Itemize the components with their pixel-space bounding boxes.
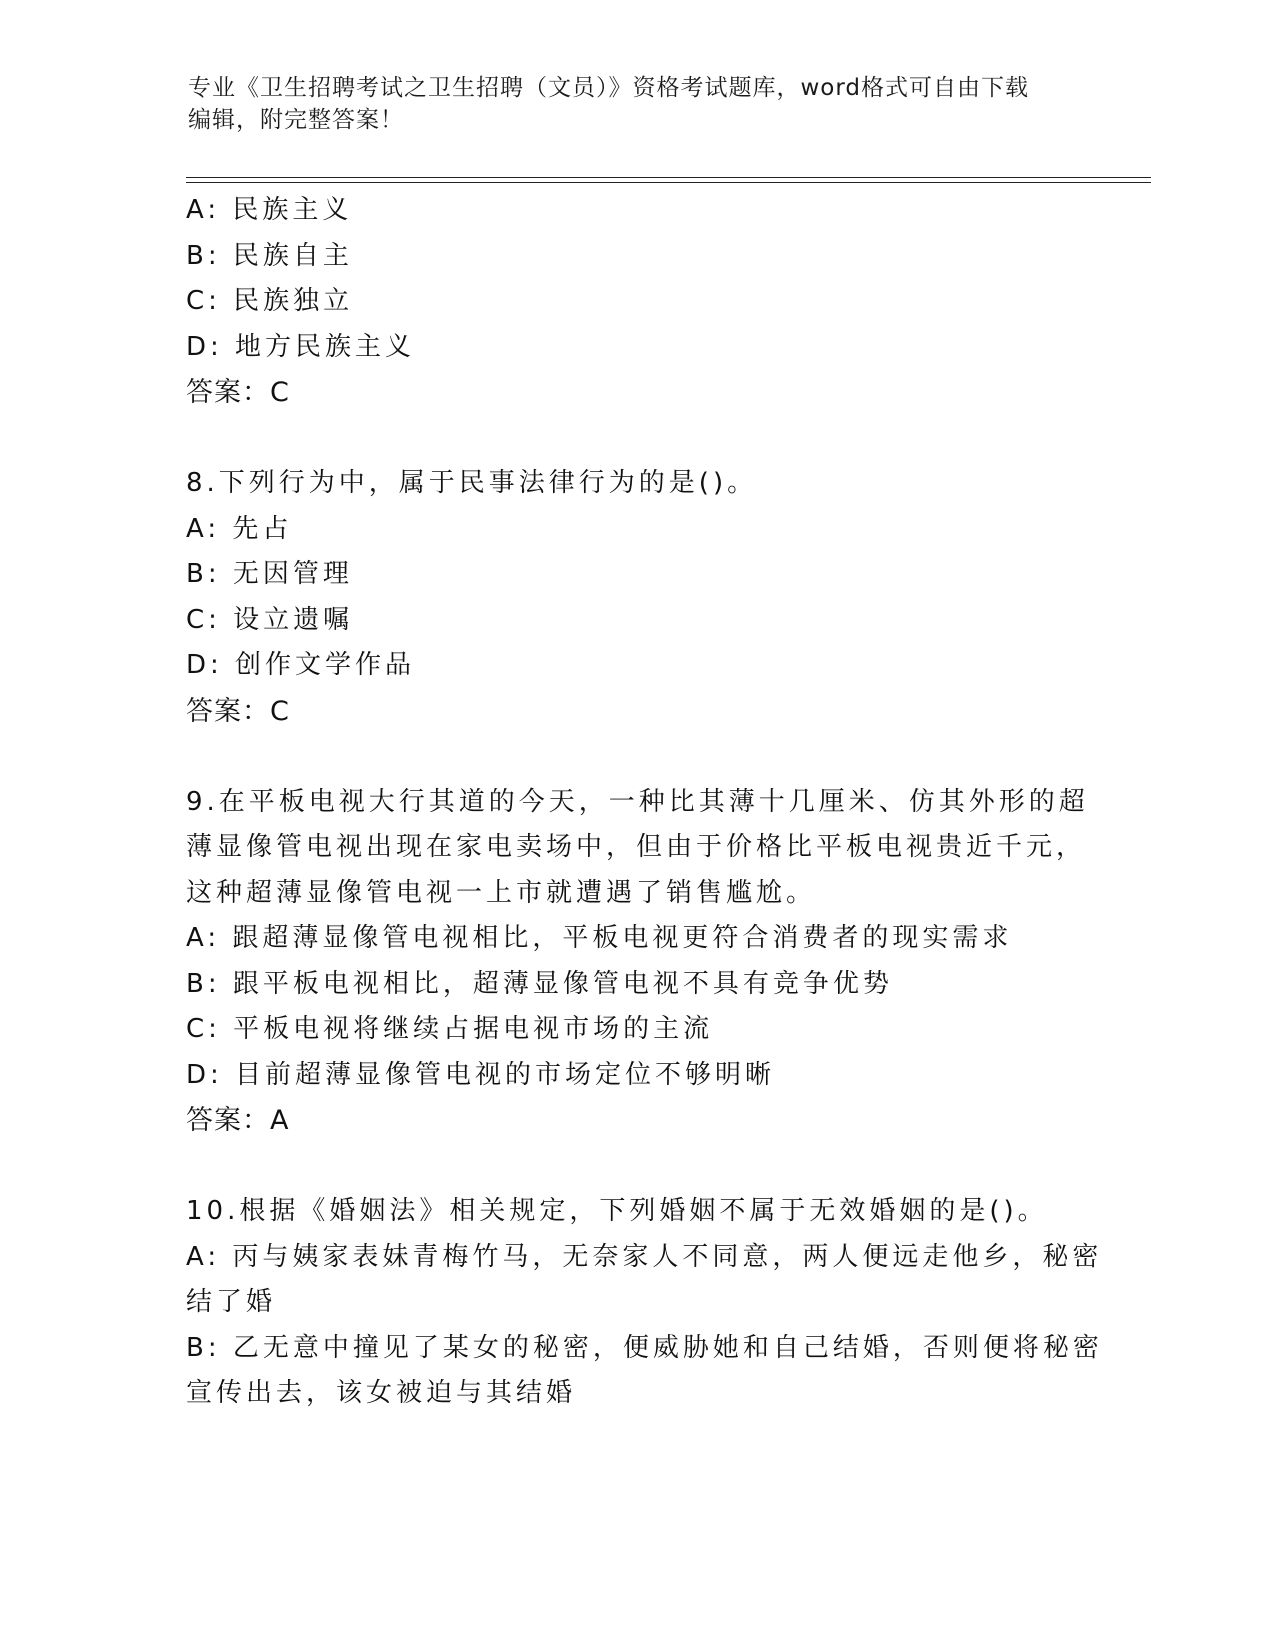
q10-option-b-line-1: B: 乙无意中撞见了某女的秘密，便威胁她和自己结婚，否则便将秘密	[186, 1332, 1103, 1363]
q9-question-line-3: 这种超薄显像管电视一上市就遭遇了销售尴尬。	[186, 877, 817, 908]
q10-option-b-line-2: 宣传出去，该女被迫与其结婚	[186, 1378, 577, 1408]
header-line-1: 专业《卫生招聘考试之卫生招聘（文员）》资格考试题库，word格式可自由下载	[188, 75, 1030, 101]
question-list	[186, 188, 1103, 1417]
q10-option-a-line-2: 结了婚	[186, 1287, 277, 1317]
question-10	[186, 1189, 1103, 1417]
q7-option-b: B: 民族自主	[186, 240, 353, 271]
spacer	[186, 735, 1086, 780]
q10-option-a-line-1: A: 丙与姨家表妹青梅竹马，无奈家人不同意，两人便远走他乡，秘密	[186, 1241, 1103, 1272]
question-7	[186, 188, 1086, 416]
header-divider-bottom	[186, 182, 1151, 183]
document-header	[188, 72, 1068, 136]
q8-option-b: B: 无因管理	[186, 559, 353, 589]
q7-option-d: D: 地方民族主义	[186, 331, 416, 362]
question-8	[186, 461, 1086, 735]
q8-question: 8.下列行为中，属于民事法律行为的是()。	[186, 468, 758, 498]
q9-question-line-2: 薄显像管电视出现在家电卖场中，但由于价格比平板电视贵近千元，	[186, 832, 1087, 862]
header-divider-top	[186, 177, 1151, 178]
spacer	[186, 416, 1086, 461]
header-line-2: 编辑，附完整答案！	[188, 107, 404, 133]
q9-option-a: A: 跟超薄显像管电视相比，平板电视更符合消费者的现实需求	[186, 923, 1013, 953]
q8-answer: 答案：C	[186, 695, 290, 727]
q7-option-c: C: 民族独立	[186, 286, 354, 316]
q7-answer: 答案：C	[186, 377, 290, 408]
q9-question-line-1: 9.在平板电视大行其道的今天，一种比其薄十几厘米、仿其外形的超	[186, 786, 1089, 817]
question-9	[186, 780, 1089, 1145]
q8-option-d: D: 创作文学作品	[186, 650, 416, 680]
q7-option-a: A: 民族主义	[186, 195, 353, 225]
spacer	[186, 1144, 1086, 1189]
q9-answer: 答案：A	[186, 1105, 290, 1136]
q9-option-c: C: 平板电视将继续占据电视市场的主流	[186, 1014, 714, 1044]
q9-option-b: B: 跟平板电视相比，超薄显像管电视不具有竞争优势	[186, 968, 893, 999]
q10-question: 10.根据《婚姻法》相关规定，下列婚姻不属于无效婚姻的是()。	[186, 1196, 1048, 1226]
q9-option-d: D: 目前超薄显像管电视的市场定位不够明晰	[186, 1059, 776, 1090]
q8-option-a: A: 先占	[186, 513, 293, 544]
q8-option-c: C: 设立遗嘱	[186, 604, 354, 635]
